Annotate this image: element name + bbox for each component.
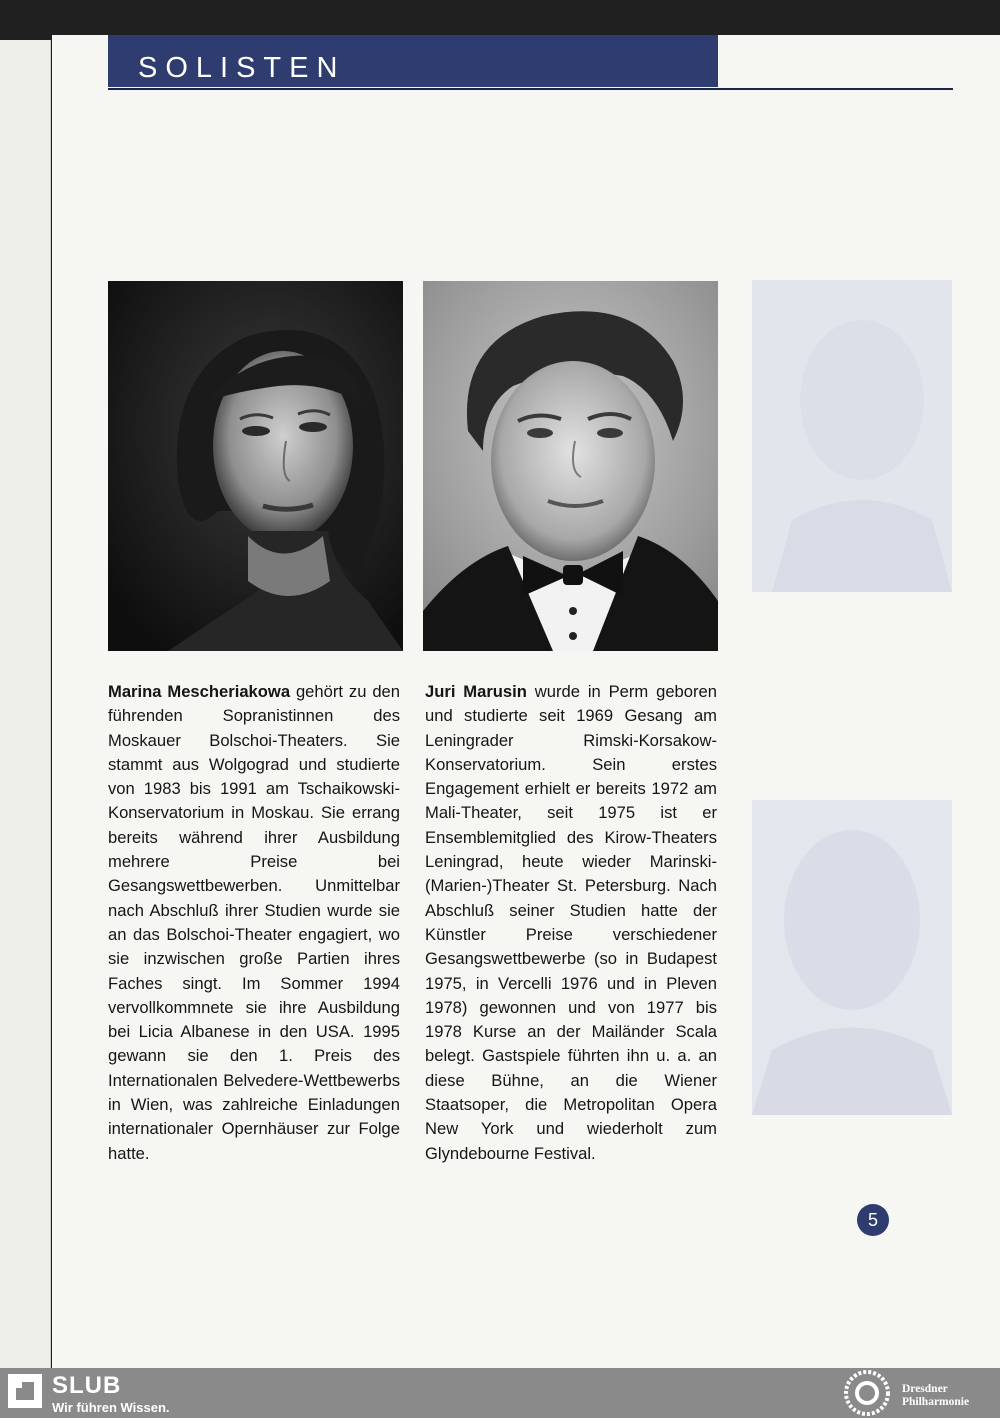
dp-name-line2: Philharmonie (902, 1396, 970, 1408)
portrait-marina-mescheriakowa (108, 281, 403, 651)
soloist-name: Marina Mescheriakowa (108, 682, 291, 701)
soloist-name: Juri Marusin (425, 682, 527, 701)
previous-page-edge (0, 40, 51, 1368)
slub-tagline: Wir führen Wissen. (52, 1400, 170, 1415)
bio-juri-marusin (425, 680, 717, 1166)
header-rule (108, 88, 953, 90)
bleed-through-photo (752, 280, 952, 592)
dresdner-philharmonie-logo-icon[interactable] (840, 1370, 894, 1416)
bio-text: wurde in Perm geboren und studierte seit 1969 Gesang am Leningrader Rimski-Korsakow-Konservatorium. Sein erstes Engagement erhielt er bereits 1972 am Mali-Theater, seit 1975 ist er Ensemblemitglied des Kirow-Theaters Leningrad, heute wieder Marinski-(Marien-)Theater St. Petersburg. Nach Abschluß seiner Studien hatte der Künstler Preise verschiedener Gesangswettbewerbe (so in Budapest 1975, in Vercelli 1976 und in Pleven 1978) gewonnen und von 1977 bis 1978 Kurse an der Mailänder Scala belegt. Gastspiele führten ihn u. a. an diese Bühne, an die Wiener Staatsoper, die Metropolitan Opera New York und wiederholt zum Glyndebourne Festival. (425, 682, 717, 1163)
dp-name-line1: Dresdner (902, 1383, 948, 1395)
bio-text: gehört zu den führenden Sopranistinnen des Moskauer Bolschoi-Theaters. Sie stammt aus Wolgograd und studierte von 1983 bis 1991 am Tschaikowski-Konservatorium in Moskau. Sie errang bereits während ihrer Ausbildung mehrere Preise bei Gesangswettbewerben. Unmittelbar nach Abschluß ihrer Studien wurde sie an das Bolschoi-Theater engagiert, wo sie inzwischen große Partien ihres Faches singt. Im Sommer 1994 vervollkommnete sie ihre Ausbildung bei Licia Albanese in den USA. 1995 gewann sie den 1. Preis des Internationalen Belvedere-Wettbewerbs in Wien, was zahlreiche Einladungen internationaler Opernhäuser zur Folge hatte. (108, 682, 401, 1163)
bio-marina-mescheriakowa (108, 680, 400, 1166)
portrait-juri-marusin (423, 281, 718, 651)
slub-logo-icon[interactable] (8, 1374, 42, 1408)
slub-name[interactable]: SLUB (52, 1372, 122, 1399)
bleed-through-photo (752, 800, 952, 1115)
page-number: 5 (857, 1204, 889, 1236)
page-title: SOLISTEN (138, 52, 346, 84)
dresdner-philharmonie-name[interactable] (902, 1383, 969, 1409)
